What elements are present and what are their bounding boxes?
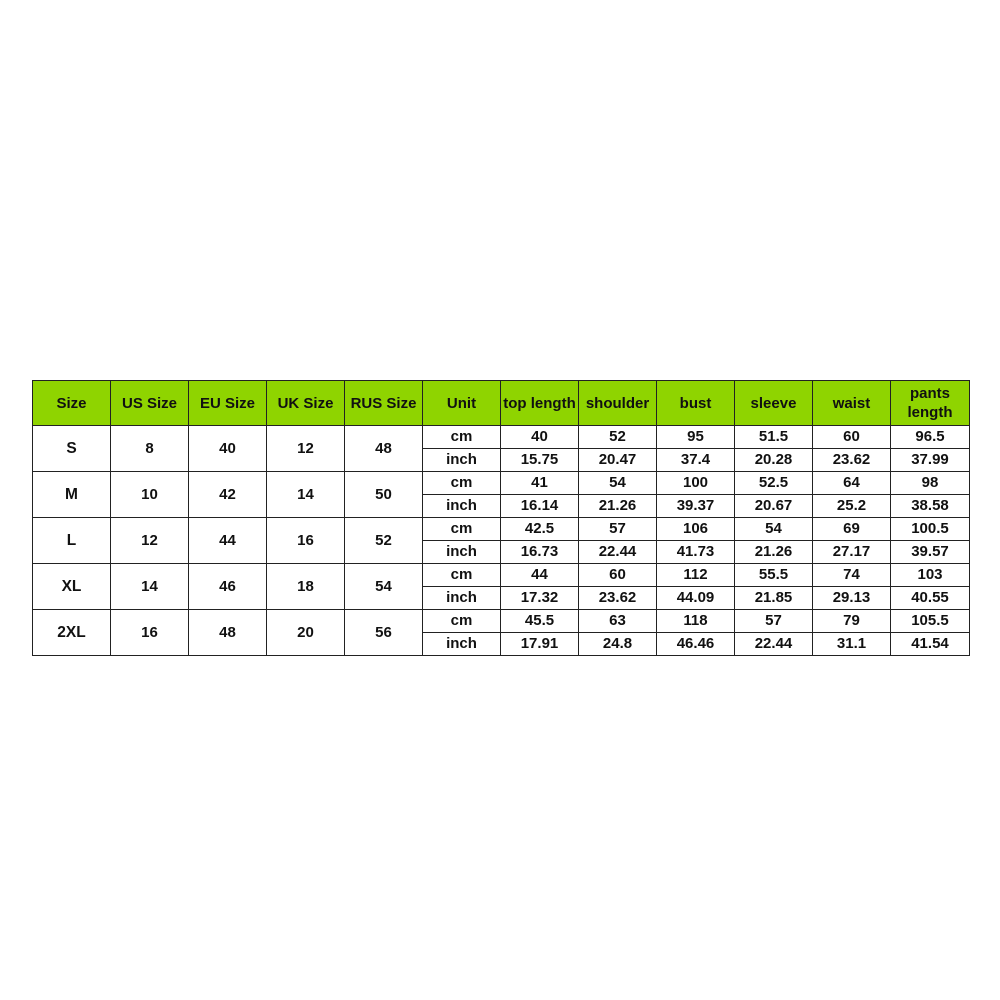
uk-size-cell: 12: [267, 426, 345, 472]
bust-cell: 39.37: [657, 495, 735, 518]
top-length-cell: 42.5: [501, 518, 579, 541]
unit-cell: cm: [423, 610, 501, 633]
eu-size-cell: 40: [189, 426, 267, 472]
bust-cell: 100: [657, 472, 735, 495]
waist-cell: 31.1: [813, 633, 891, 656]
pants-length-cell: 37.99: [891, 449, 970, 472]
shoulder-cell: 54: [579, 472, 657, 495]
pants-length-cell: 100.5: [891, 518, 970, 541]
header-top-length: top length: [501, 381, 579, 426]
sleeve-cell: 20.28: [735, 449, 813, 472]
unit-cell: inch: [423, 449, 501, 472]
rus-size-cell: 56: [345, 610, 423, 656]
shoulder-cell: 24.8: [579, 633, 657, 656]
pants-length-cell: 39.57: [891, 541, 970, 564]
header-rus-size: RUS Size: [345, 381, 423, 426]
sleeve-cell: 21.85: [735, 587, 813, 610]
pants-length-cell: 103: [891, 564, 970, 587]
header-uk-size: UK Size: [267, 381, 345, 426]
rus-size-cell: 48: [345, 426, 423, 472]
sleeve-cell: 22.44: [735, 633, 813, 656]
top-length-cell: 40: [501, 426, 579, 449]
top-length-cell: 44: [501, 564, 579, 587]
shoulder-cell: 52: [579, 426, 657, 449]
unit-cell: cm: [423, 426, 501, 449]
waist-cell: 23.62: [813, 449, 891, 472]
table-row: [33, 518, 970, 541]
unit-cell: inch: [423, 587, 501, 610]
sleeve-cell: 57: [735, 610, 813, 633]
uk-size-cell: 18: [267, 564, 345, 610]
eu-size-cell: 46: [189, 564, 267, 610]
waist-cell: 29.13: [813, 587, 891, 610]
header-size: Size: [33, 381, 111, 426]
waist-cell: 27.17: [813, 541, 891, 564]
pants-length-cell: 105.5: [891, 610, 970, 633]
sleeve-cell: 54: [735, 518, 813, 541]
rus-size-cell: 50: [345, 472, 423, 518]
shoulder-cell: 57: [579, 518, 657, 541]
shoulder-cell: 20.47: [579, 449, 657, 472]
pants-length-cell: 40.55: [891, 587, 970, 610]
waist-cell: 25.2: [813, 495, 891, 518]
header-shoulder: shoulder: [579, 381, 657, 426]
table-row: [33, 472, 970, 495]
us-size-cell: 12: [111, 518, 189, 564]
unit-cell: inch: [423, 495, 501, 518]
header-us-size: US Size: [111, 381, 189, 426]
sleeve-cell: 21.26: [735, 541, 813, 564]
waist-cell: 69: [813, 518, 891, 541]
size-chart-header: [33, 381, 970, 426]
sleeve-cell: 52.5: [735, 472, 813, 495]
size-cell: S: [33, 426, 111, 472]
pants-length-cell: 98: [891, 472, 970, 495]
us-size-cell: 16: [111, 610, 189, 656]
bust-cell: 46.46: [657, 633, 735, 656]
size-cell: M: [33, 472, 111, 518]
us-size-cell: 14: [111, 564, 189, 610]
header-bust: bust: [657, 381, 735, 426]
eu-size-cell: 48: [189, 610, 267, 656]
pants-length-cell: 38.58: [891, 495, 970, 518]
waist-cell: 60: [813, 426, 891, 449]
uk-size-cell: 14: [267, 472, 345, 518]
top-length-cell: 41: [501, 472, 579, 495]
pants-length-cell: 96.5: [891, 426, 970, 449]
table-row: [33, 564, 970, 587]
bust-cell: 41.73: [657, 541, 735, 564]
header-pants-length: pants length: [891, 381, 970, 426]
header-unit: Unit: [423, 381, 501, 426]
unit-cell: cm: [423, 472, 501, 495]
sleeve-cell: 20.67: [735, 495, 813, 518]
waist-cell: 64: [813, 472, 891, 495]
header-eu-size: EU Size: [189, 381, 267, 426]
shoulder-cell: 21.26: [579, 495, 657, 518]
header-waist: waist: [813, 381, 891, 426]
sleeve-cell: 55.5: [735, 564, 813, 587]
us-size-cell: 10: [111, 472, 189, 518]
waist-cell: 74: [813, 564, 891, 587]
top-length-cell: 17.91: [501, 633, 579, 656]
bust-cell: 118: [657, 610, 735, 633]
unit-cell: inch: [423, 633, 501, 656]
table-row: [33, 426, 970, 449]
bust-cell: 37.4: [657, 449, 735, 472]
shoulder-cell: 63: [579, 610, 657, 633]
shoulder-cell: 23.62: [579, 587, 657, 610]
unit-cell: cm: [423, 518, 501, 541]
eu-size-cell: 42: [189, 472, 267, 518]
waist-cell: 79: [813, 610, 891, 633]
top-length-cell: 15.75: [501, 449, 579, 472]
unit-cell: inch: [423, 541, 501, 564]
top-length-cell: 16.14: [501, 495, 579, 518]
size-chart-body: [33, 426, 970, 656]
shoulder-cell: 60: [579, 564, 657, 587]
eu-size-cell: 44: [189, 518, 267, 564]
top-length-cell: 45.5: [501, 610, 579, 633]
sleeve-cell: 51.5: [735, 426, 813, 449]
table-row: [33, 610, 970, 633]
shoulder-cell: 22.44: [579, 541, 657, 564]
unit-cell: cm: [423, 564, 501, 587]
uk-size-cell: 20: [267, 610, 345, 656]
rus-size-cell: 54: [345, 564, 423, 610]
size-cell: XL: [33, 564, 111, 610]
pants-length-cell: 41.54: [891, 633, 970, 656]
top-length-cell: 17.32: [501, 587, 579, 610]
size-chart-table: [32, 380, 970, 656]
rus-size-cell: 52: [345, 518, 423, 564]
bust-cell: 95: [657, 426, 735, 449]
header-sleeve: sleeve: [735, 381, 813, 426]
size-cell: L: [33, 518, 111, 564]
us-size-cell: 8: [111, 426, 189, 472]
bust-cell: 44.09: [657, 587, 735, 610]
size-cell: 2XL: [33, 610, 111, 656]
header-row: [33, 381, 970, 426]
bust-cell: 112: [657, 564, 735, 587]
uk-size-cell: 16: [267, 518, 345, 564]
bust-cell: 106: [657, 518, 735, 541]
top-length-cell: 16.73: [501, 541, 579, 564]
